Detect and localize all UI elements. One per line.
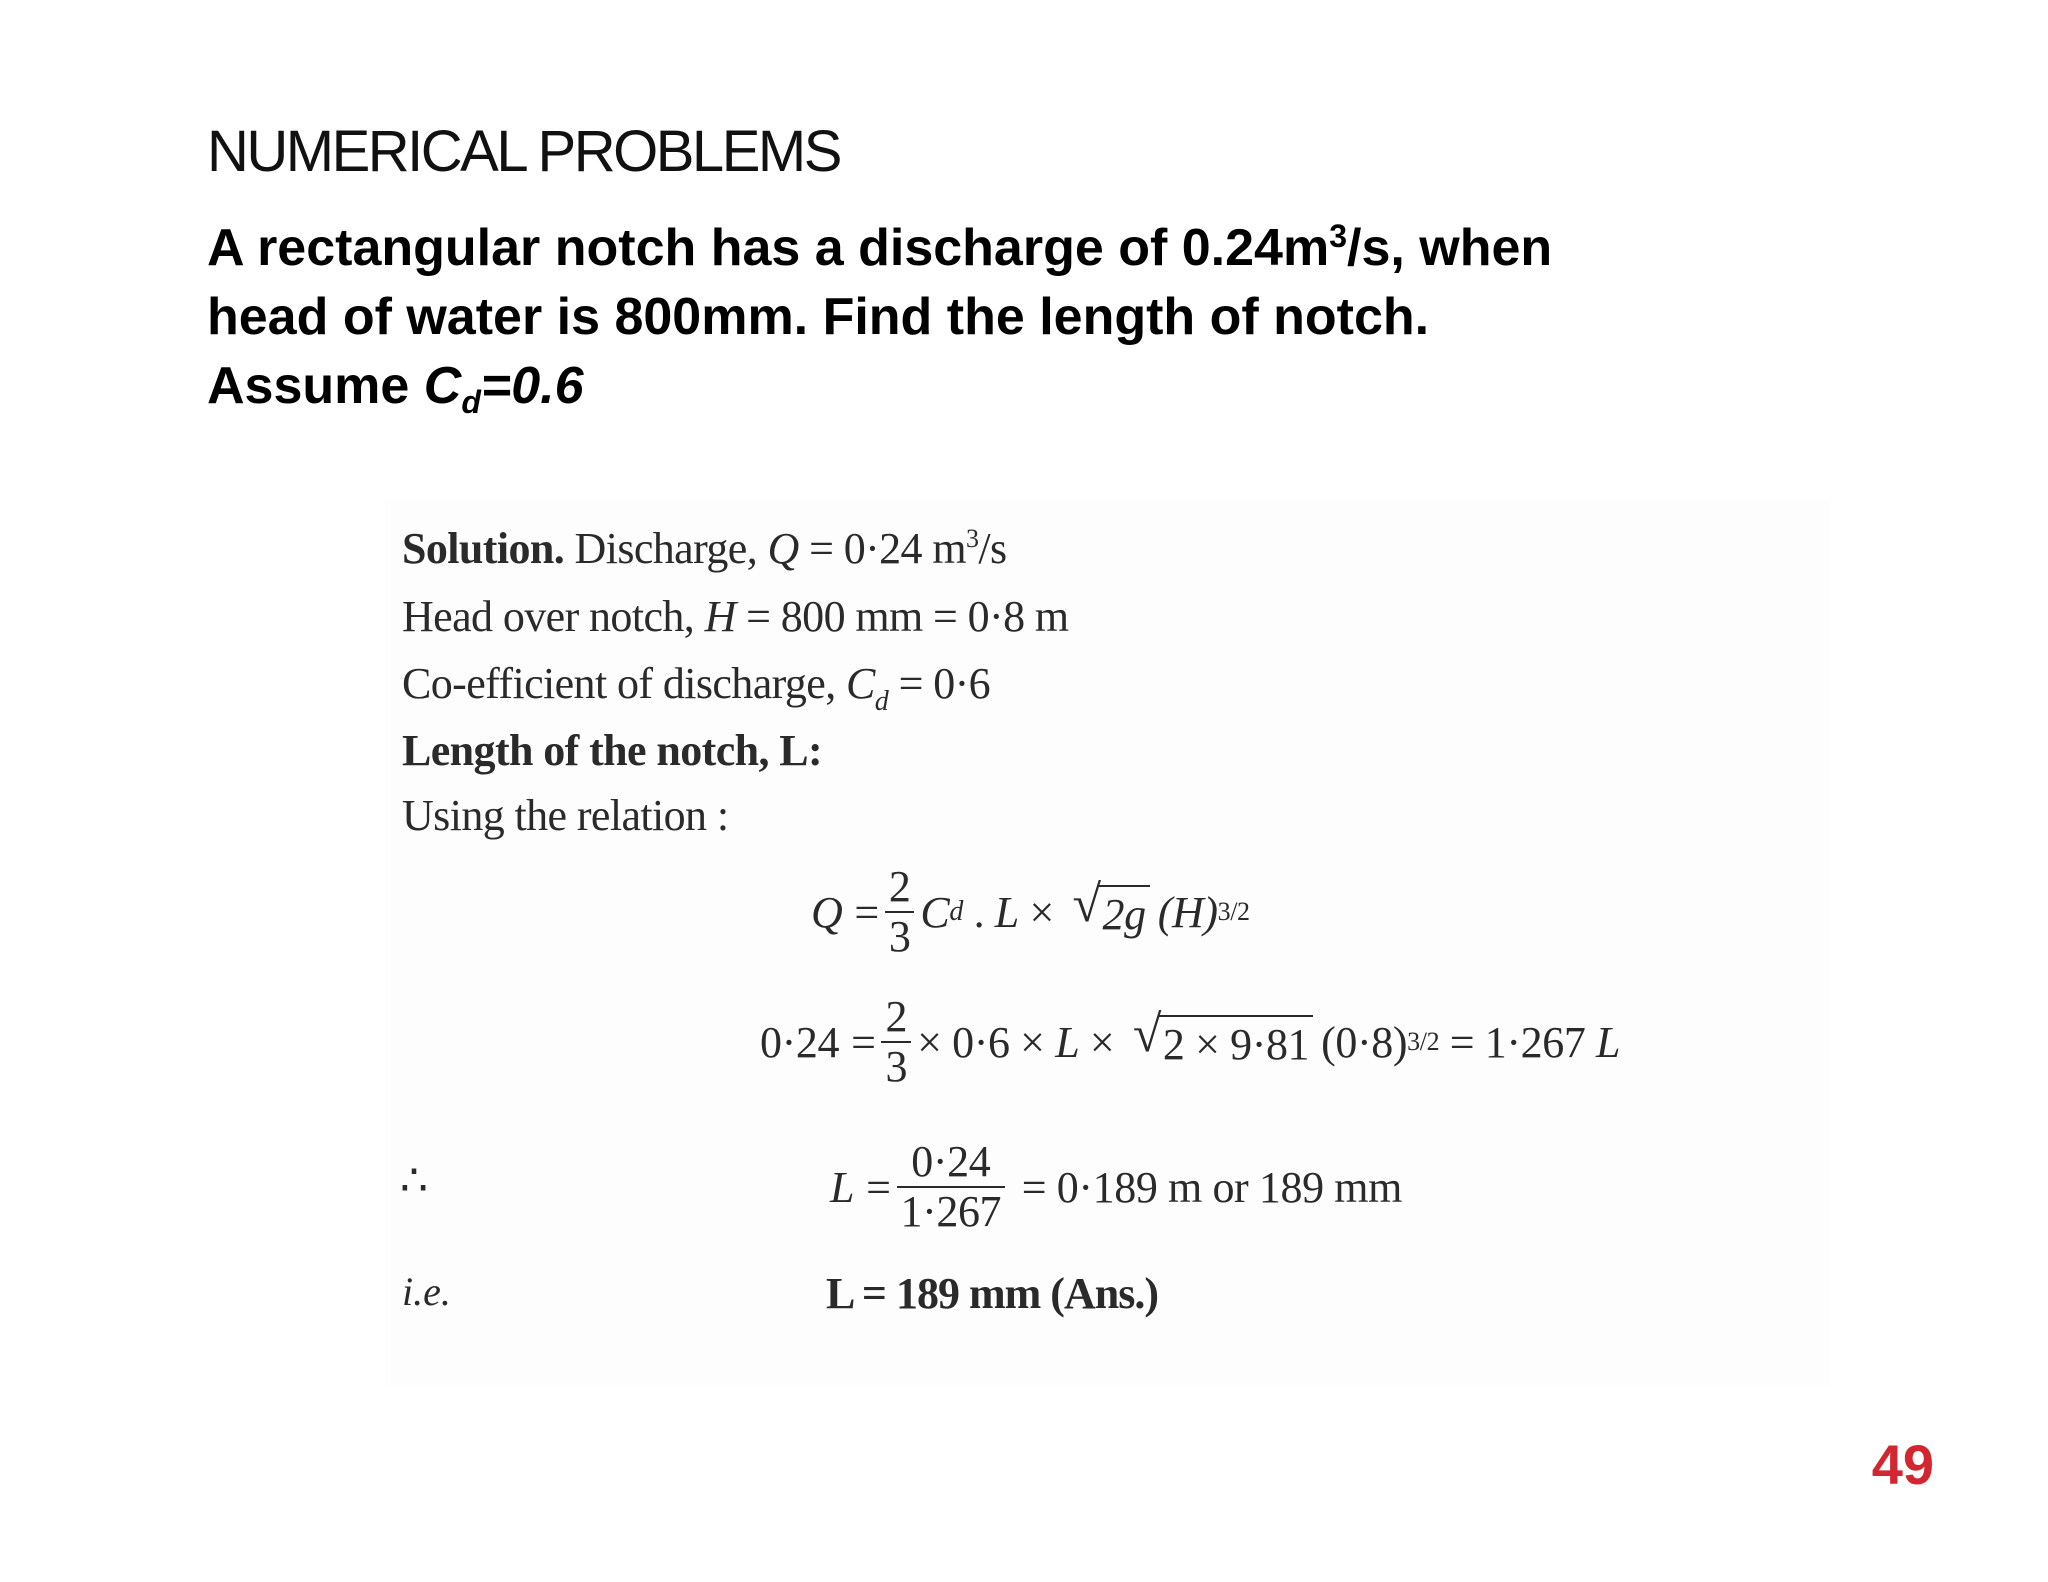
eq3-denominator: 1·267 bbox=[897, 1186, 1006, 1234]
problem-cd-symbol: C bbox=[423, 357, 462, 415]
problem-line-2: head of water is 800mm. Find the length of notch. bbox=[207, 288, 1430, 346]
solution-scan bbox=[385, 500, 1830, 1385]
eq1-l: L bbox=[994, 887, 1019, 937]
discharge-label: Discharge, bbox=[564, 524, 768, 573]
eq3-numerator: 0·24 bbox=[911, 1137, 991, 1186]
page-number: 49 bbox=[1871, 1433, 1934, 1496]
head-symbol: H bbox=[704, 592, 736, 641]
coefficient-symbol: C bbox=[846, 659, 875, 708]
eq2-lhs: 0·24 bbox=[760, 1017, 840, 1067]
eq2-times: × bbox=[1079, 1017, 1125, 1067]
problem-line-1-text: A rectangular notch has a discharge of 0.24m bbox=[207, 219, 1330, 277]
eq2-rhs: = 1·267 bbox=[1439, 1017, 1597, 1067]
eq3-fraction bbox=[897, 1137, 1006, 1236]
coefficient-subscript: d bbox=[874, 686, 889, 717]
eq1-denominator: 3 bbox=[885, 911, 915, 959]
eq1-equals: = bbox=[854, 887, 879, 937]
eq1-fraction bbox=[885, 862, 915, 961]
problem-line-3 bbox=[207, 352, 1907, 421]
eq2-rhs-var: L bbox=[1596, 1017, 1621, 1067]
solution-line-head bbox=[402, 591, 1069, 642]
eq2-base: (0·8) bbox=[1321, 1017, 1408, 1067]
slide-title: NUMERICAL PROBLEMS bbox=[207, 119, 840, 184]
radical-sign: √ bbox=[1072, 875, 1101, 933]
discharge-value: = 0·24 m bbox=[798, 524, 966, 573]
problem-unit-exponent: 3 bbox=[1329, 218, 1347, 254]
problem-statement bbox=[207, 214, 1907, 421]
eq1-h: (H) bbox=[1157, 887, 1218, 937]
length-heading: Length of the notch, L: bbox=[402, 726, 823, 775]
ie-label: i.e. bbox=[402, 1269, 451, 1314]
eq2-radicand: 2 × 9·81 bbox=[1159, 1015, 1313, 1070]
solution-line-coefficient bbox=[402, 658, 991, 717]
eq1-lhs: Q bbox=[811, 887, 843, 937]
eq2-sqrt bbox=[1132, 1005, 1313, 1070]
eq3-rhs: = 0·189 m or 189 mm bbox=[1011, 1162, 1402, 1212]
coefficient-value: = 0·6 bbox=[888, 659, 991, 708]
discharge-symbol: Q bbox=[767, 524, 799, 573]
head-value: = 800 mm = 0·8 m bbox=[735, 592, 1069, 641]
equation-substituted: 0·24 = $\frac{2}{3}$ × 0·6 × L × √ 2 × 9·81 (0·8) 3/2 = 1·267 L bbox=[760, 992, 1621, 1091]
solution-line-relation: Using the relation : bbox=[402, 791, 729, 840]
therefore-symbol: ∴ bbox=[400, 1156, 428, 1205]
eq1-cd: C bbox=[920, 887, 950, 937]
discharge-exponent: 3 bbox=[965, 524, 979, 553]
solution-line-length-heading bbox=[402, 725, 822, 776]
head-label: Head over notch, bbox=[402, 592, 705, 641]
final-answer: L = 189 mm (Ans.) bbox=[826, 1269, 1158, 1318]
problem-line-1-end: /s, when bbox=[1347, 219, 1553, 277]
problem-assume-label: Assume bbox=[207, 357, 424, 415]
coefficient-label: Co-efficient of discharge, bbox=[402, 659, 847, 708]
eq1-numerator: 2 bbox=[888, 862, 911, 911]
solution-line-discharge bbox=[402, 523, 1007, 574]
problem-line-1 bbox=[207, 214, 1907, 283]
eq1-sqrt bbox=[1072, 875, 1150, 940]
eq1-radicand: 2g bbox=[1099, 885, 1150, 940]
eq1-times: × bbox=[1018, 887, 1065, 937]
problem-cd-subscript: d bbox=[461, 384, 481, 420]
eq1-dot: . bbox=[962, 887, 995, 937]
equation-result bbox=[830, 1137, 1402, 1236]
eq2-fraction bbox=[881, 992, 911, 1091]
eq3-equals: = bbox=[866, 1162, 891, 1212]
eq2-l: L bbox=[1055, 1017, 1080, 1067]
problem-cd-value: =0.6 bbox=[480, 357, 584, 415]
discharge-unit: /s bbox=[978, 524, 1007, 573]
eq2-equals: = bbox=[851, 1017, 876, 1067]
eq2-middle: × 0·6 × bbox=[917, 1017, 1056, 1067]
eq2-denominator: 3 bbox=[881, 1041, 911, 1089]
radical-sign: √ bbox=[1132, 1005, 1162, 1063]
eq2-numerator: 2 bbox=[885, 992, 908, 1041]
eq3-lhs: L bbox=[830, 1162, 855, 1212]
solution-heading: Solution. bbox=[402, 524, 565, 573]
equation-general: Q = $\frac{2}{3}$ C d . L × √ 2g (H) 3/2 bbox=[811, 862, 1250, 961]
